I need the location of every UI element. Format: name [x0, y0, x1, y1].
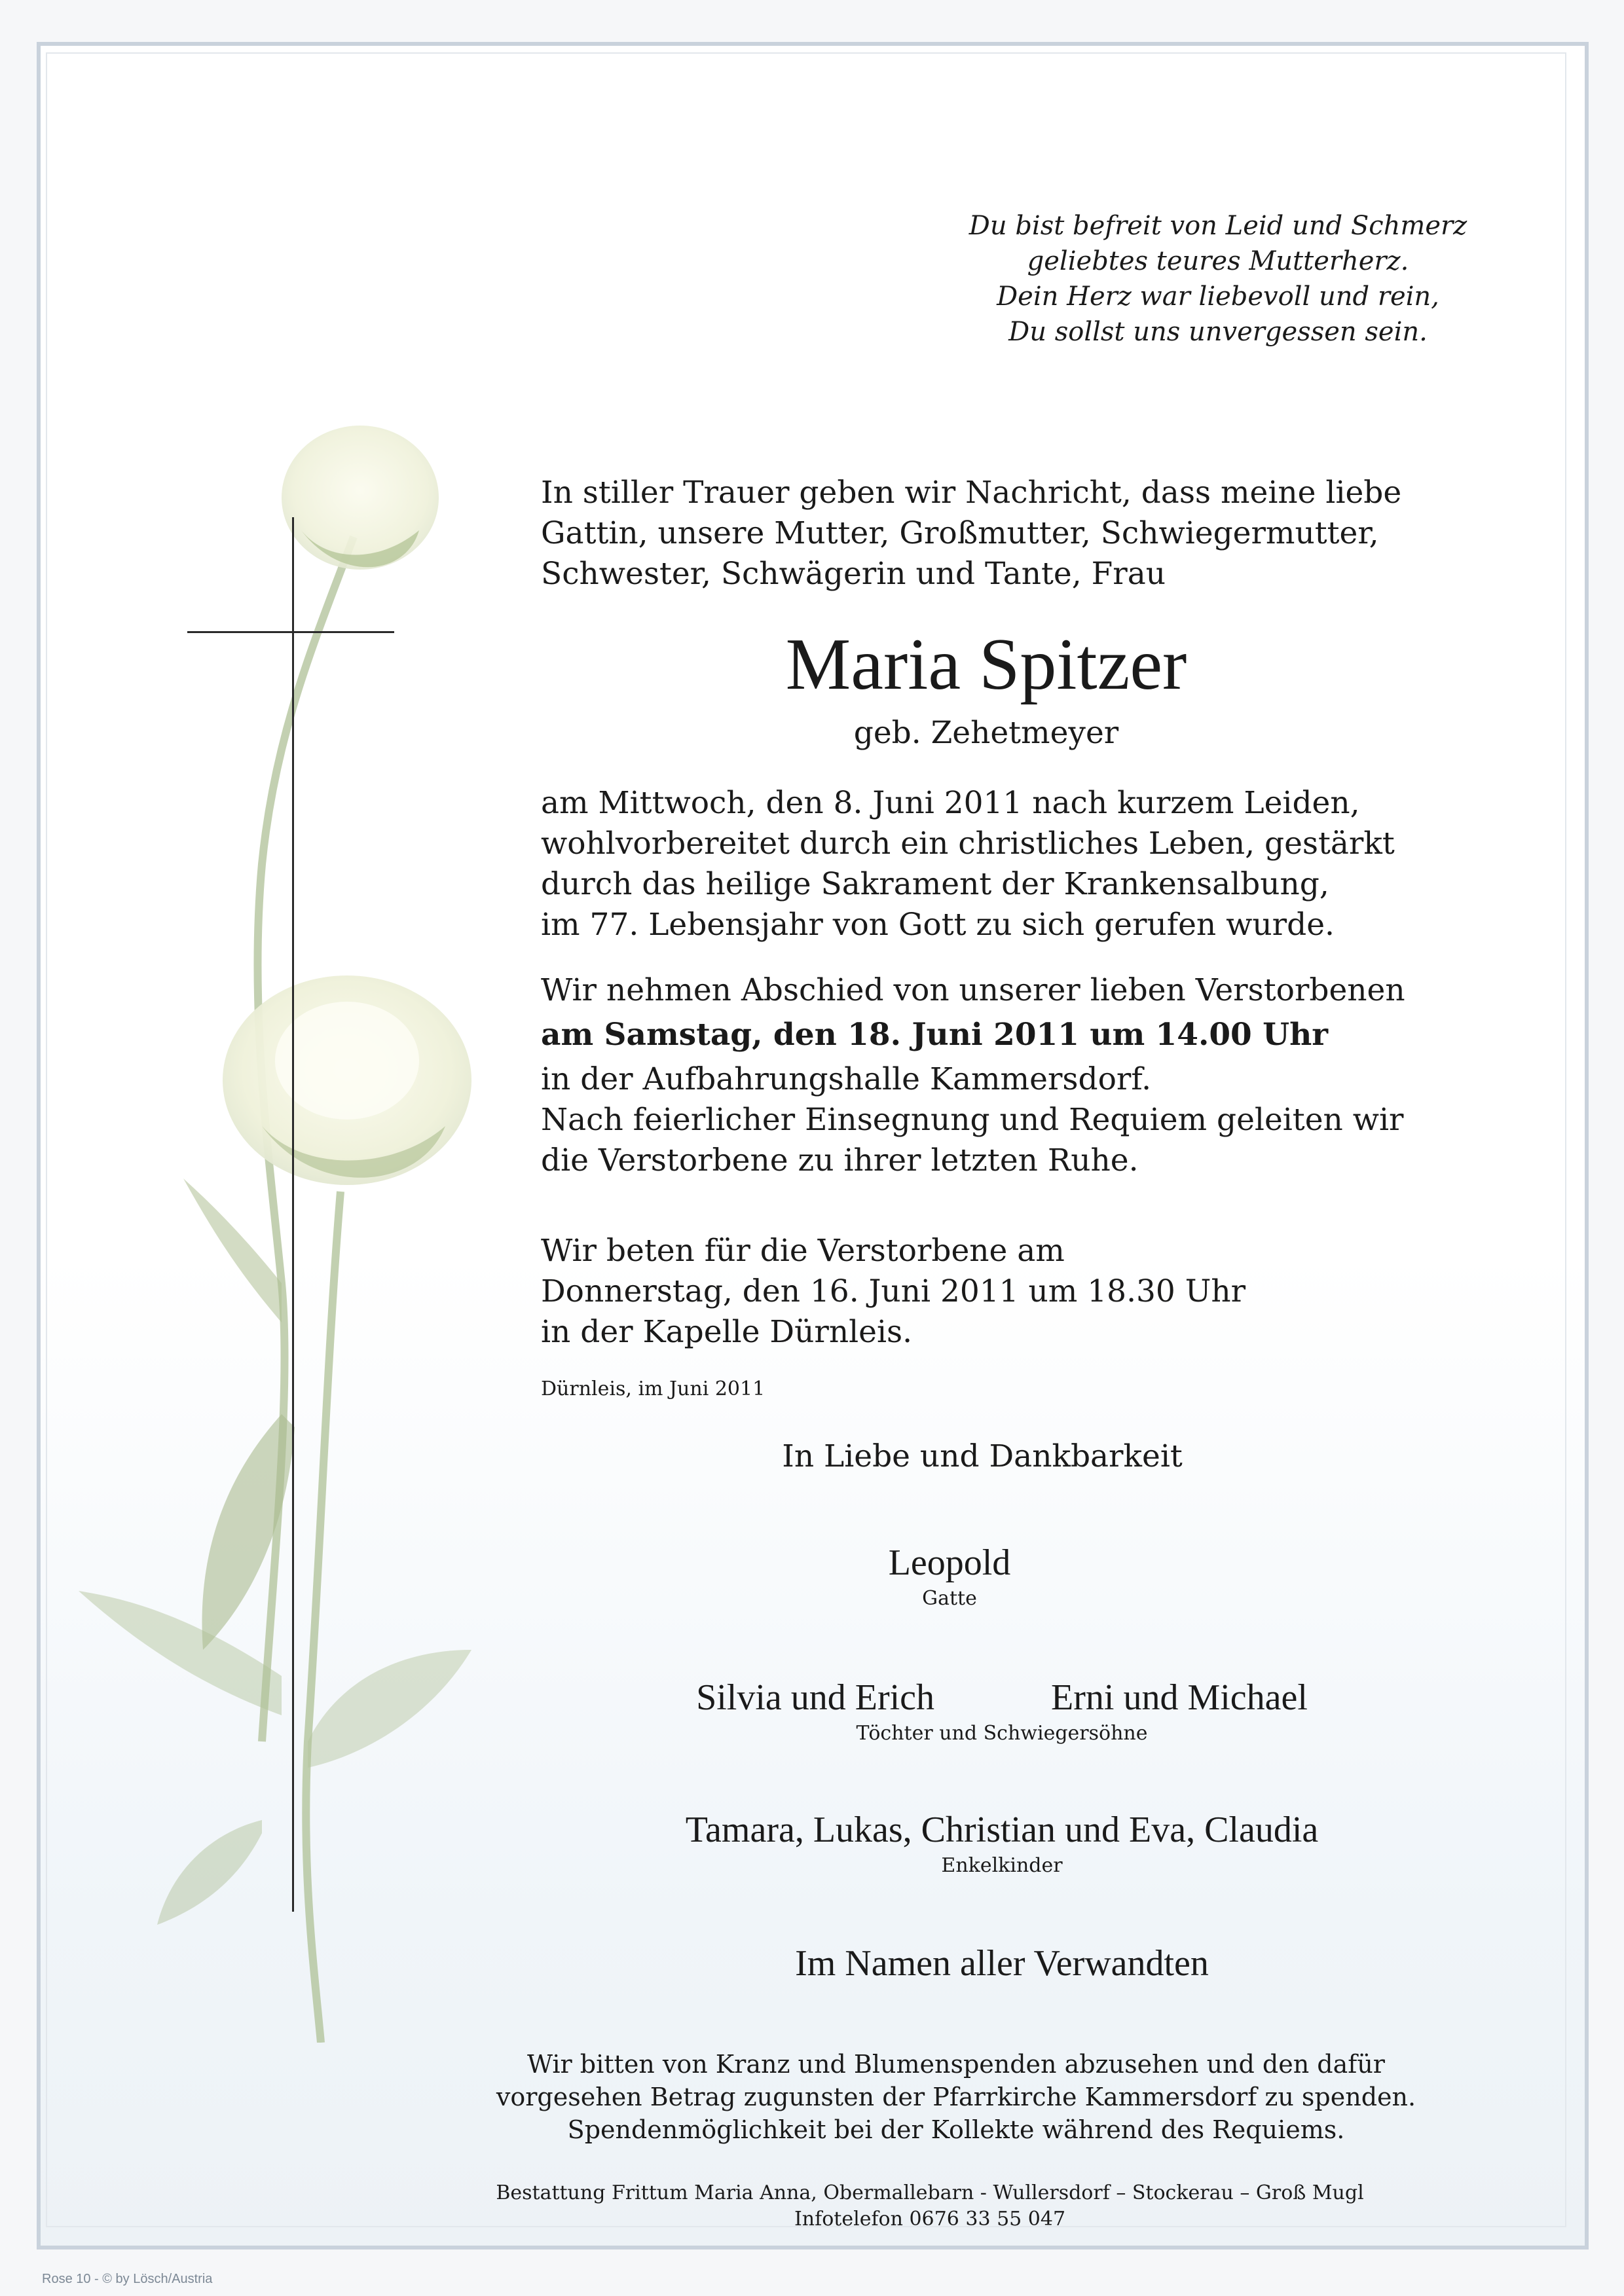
deceased-birth-name: geb. Zehetmeyer: [853, 715, 1119, 751]
intro-text: [541, 473, 1458, 594]
intro-line: Schwester, Schwägerin und Tante, Frau: [541, 556, 1166, 592]
poem-line: Du bist befreit von Leid und Schmerz: [969, 211, 1467, 241]
spouse-role: Gatte: [922, 1587, 977, 1610]
poem: [891, 208, 1545, 350]
donation-note: [432, 2048, 1480, 2146]
farewell-text: [541, 970, 1458, 1181]
deceased-name: Maria Spitzer: [785, 624, 1187, 705]
undertaker-phone: Infotelefon 0676 33 55 047: [794, 2208, 1066, 2231]
closing-phrase: In Liebe und Dankbarkeit: [782, 1438, 1183, 1474]
donation-line: vorgesehen Betrag zugunsten der Pfarrkirche Kammersdorf zu spenden.: [496, 2083, 1416, 2111]
spouse-name: Leopold: [888, 1542, 1011, 1583]
cross-horizontal: [187, 631, 394, 633]
daughters-block: [563, 1675, 1441, 1747]
intro-line: In stiller Trauer geben wir Nachricht, dass meine liebe: [541, 475, 1402, 511]
prayer-line: in der Kapelle Dürnleis.: [541, 1314, 913, 1350]
grandchildren-names: Tamara, Lukas, Christian und Eva, Claudia: [685, 1810, 1319, 1850]
intro-line: Gattin, unsere Mutter, Großmutter, Schwiegermutter,: [541, 515, 1379, 551]
farewell-line: Nach feierlicher Einsegnung und Requiem geleiten wir: [541, 1102, 1404, 1138]
daughter-name: Erni und Michael: [1051, 1677, 1308, 1718]
daughters-role: Töchter und Schwiegersöhne: [856, 1722, 1148, 1745]
donation-line: Wir bitten von Kranz und Blumenspenden abzusehen und den dafür: [527, 2050, 1385, 2079]
relatives-line: Im Namen aller Verwandten: [795, 1943, 1209, 1984]
poem-line: Du sollst uns unvergessen sein.: [1008, 317, 1428, 347]
prayer-text: [541, 1231, 1458, 1353]
cross-vertical: [292, 517, 294, 1912]
rose-illustration: [65, 367, 524, 2043]
undertaker-footer: [419, 2180, 1441, 2232]
death-notice-line: wohlvorbereitet durch ein christliches Leben, gestärkt: [541, 826, 1395, 862]
place-date: Dürnleis, im Juni 2011: [541, 1377, 766, 1400]
death-notice-line: am Mittwoch, den 8. Juni 2011 nach kurzem Leiden,: [541, 785, 1360, 821]
prayer-line: Wir beten für die Verstorbene am: [541, 1233, 1065, 1269]
farewell-line: Wir nehmen Abschied von unserer lieben Verstorbenen: [541, 972, 1405, 1008]
spouse-block: [720, 1540, 1179, 1612]
daughters-names: [563, 1675, 1441, 1721]
death-notice: [541, 783, 1458, 945]
grandchildren-block: [498, 1807, 1506, 1879]
farewell-line: in der Aufbahrungshalle Kammersdorf.: [541, 1061, 1152, 1097]
template-credit: Rose 10 - © by Lösch/Austria: [42, 2272, 213, 2286]
prayer-line: Donnerstag, den 16. Juni 2011 um 18.30 Uhr: [541, 1273, 1246, 1309]
death-notice-line: durch das heilige Sakrament der Krankensalbung,: [541, 866, 1329, 902]
farewell-line: die Verstorbene zu ihrer letzten Ruhe.: [541, 1142, 1139, 1178]
daughter-name: Silvia und Erich: [696, 1677, 935, 1718]
funeral-date: am Samstag, den 18. Juni 2011 um 14.00 Uhr: [541, 1017, 1329, 1053]
undertaker-name: Bestattung Frittum Maria Anna, Obermallebarn - Wullersdorf – Stockerau – Groß Mugl: [496, 2181, 1364, 2204]
grandchildren-role: Enkelkinder: [941, 1854, 1063, 1877]
poem-line: geliebtes teures Mutterherz.: [1027, 246, 1409, 276]
death-notice-line: im 77. Lebensjahr von Gott zu sich gerufen wurde.: [541, 907, 1335, 943]
poem-line: Dein Herz war liebevoll und rein,: [997, 282, 1439, 312]
donation-line: Spendenmöglichkeit bei der Kollekte während des Requiems.: [567, 2115, 1345, 2144]
